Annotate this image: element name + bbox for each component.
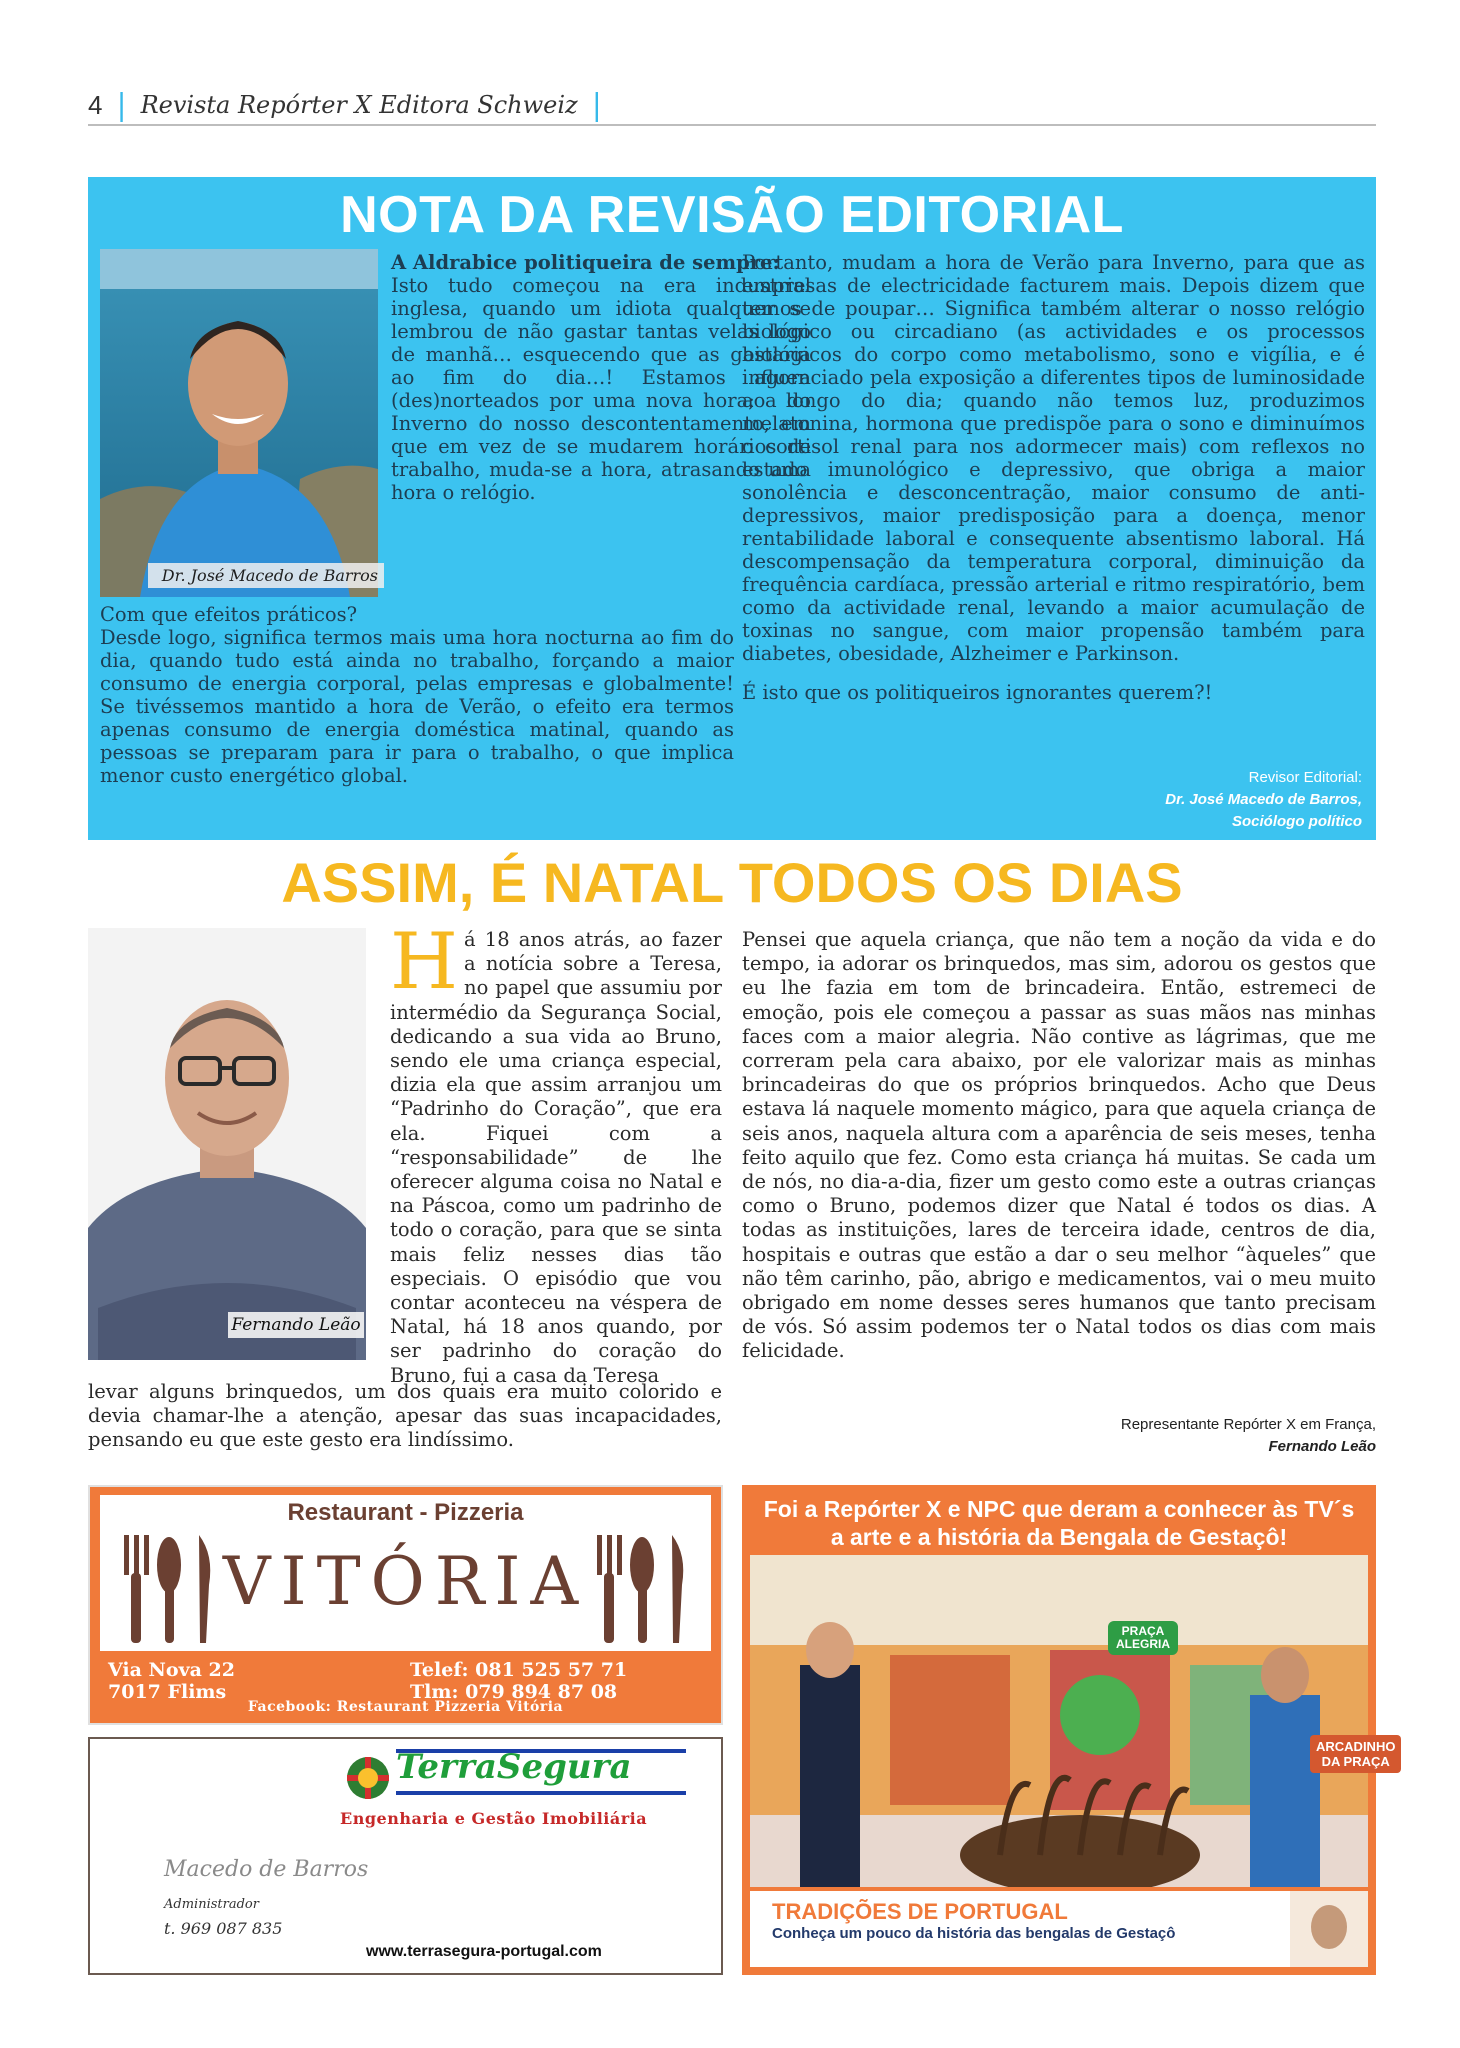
author-photo-macedo [100, 249, 378, 597]
header-rule [88, 124, 1376, 126]
editorial-column-2 [742, 251, 1365, 704]
ad-restaurant-vitoria[interactable] [88, 1485, 723, 1725]
page-header: 4 | Revista Repórter X Editora Schweiz | [88, 87, 602, 123]
ad-website-link[interactable]: www.terrasegura-portugal.com [366, 1943, 602, 1960]
ad-address: Via Nova 22 7017 Flims [108, 1659, 235, 1703]
author-photo-leao [88, 928, 366, 1360]
ad-brand-name: TerraSegura [396, 1747, 632, 1787]
article-signature: Representante Repórter X em França, Fernando Leão [1120, 1416, 1376, 1455]
ad-headline: Foi a Repórter X e NPC que deram a conhecer às TV´s a arte e a história da Bengala de Gestaçô! [763, 1496, 1355, 1550]
editorial-title: NOTA DA REVISÃO EDITORIAL [340, 186, 1124, 244]
ad-tv-bengala[interactable] [742, 1485, 1396, 1975]
editorial-lead: A Aldrabice politiqueira de sempre: [391, 251, 780, 274]
ad-facebook: Facebook: Restaurant Pizzeria Vitória [247, 1699, 564, 1715]
ad-phone: t. 969 087 835 [164, 1919, 283, 1938]
editorial-paragraph: Isto tudo começou na era industrial inglesa, quando um idiota qualquer se lembrou de não gastar tantas velas logo de manhã… esquecendo que as gastaria ao fim do dia…! Estamos agora (des)norteados por uma nova hora; a do Inverno do nosso descontentamento, em que em vez de se mudarem horários de trabalho, muda-se a hora, atrasando uma hora o relógio. [391, 274, 811, 504]
ad-phones: Telef: 081 525 57 71 Tlm: 079 894 87 08 [410, 1659, 628, 1703]
article-paragraph: Pensei que aquela criança, que não tem a noção da vida e do tempo, ia adorar os brinquedos, mas sim, adorou os gestos que eu lhe fazia em tom de brincadeira. Então, estremeci de emoção, pois ele começou a passar as suas mãos nas minhas faces com a maior alegria. Não contive as lágrimas, que me correram pela cara abaixo, por ele valorizar mais as minhas brincadeiras do que os próprios brinquedos. Acho que Deus estava lá naquele momento mágico, para que aquela criança de seis anos, naquela altura com a aparência de seis meses, tenha feito aquilo que fez. Como esta criança há muitas. Se cada um de nós, no dia-a-dia, fizer um gesto como este a outras crianças como o Bruno, podemos dizer que Natal é todos os dias. A todas as instituições, lares de terceira idade, centros de dia, hospitais e outras que estão a dar o seu melhor “àqueles” que não têm carinho, pão, abrigo e medicamentos, vai o meu muito obrigado em nome desses seres humanos que tanto precisam de vós. Só assim podemos ter o Natal todos os dias com mais felicidade. [742, 928, 1376, 1363]
editorial-paragraph: Desde logo, significa termos mais uma hora nocturna ao fim do dia, quando tudo está ainda no trabalho, forçando a maior consumo de energia corporal, pelas empresas e globalmente! Se tivéssemos mantido a hora de Verão, o efeito era termos apenas consumo de energia doméstica matinal, quando as pessoas se preparam para ir para o trabalho, o que implica menor custo energético global. [100, 626, 734, 787]
globe-icon [345, 1755, 391, 1801]
article-column-2 [742, 928, 1376, 1364]
ad-tagline: Engenharia e Gestão Imobiliária [340, 1809, 648, 1828]
ad-role: Administrador [164, 1897, 259, 1912]
article-paragraph: levar alguns brinquedos, um dos quais era muito colorido e devia chamar-lhe a atenção, apesar das suas incapacidades, pensando eu que este gesto era lindíssimo. [88, 1380, 722, 1452]
set-sign: ARCADINHO DA PRAÇA [1310, 1735, 1401, 1773]
publication-title: Revista Repórter X Editora Schweiz [140, 91, 578, 119]
photo-caption: Dr. José Macedo de Barros [148, 563, 384, 588]
tv-banner-subtitle: Conheça um pouco da história das bengalas de Gestaçô [772, 1925, 1176, 1942]
ad-terrasegura[interactable] [88, 1737, 723, 1975]
show-logo: PRAÇA ALEGRIA [1108, 1621, 1178, 1655]
editorial-question: Com que efeitos práticos? [100, 603, 358, 626]
editorial-box [88, 177, 1376, 840]
article-column-1-bottom [88, 1380, 722, 1453]
article-column-1-top [390, 917, 722, 1388]
editorial-paragraph: Portanto, mudam a hora de Verão para Inverno, para que as empresas de electricidade facturem mais. Depois dizem que temos de poupar… Significa também alterar o nosso relógio biológico ou circadiano (as actividades e os processos biológicos do corpo como metabolismo, sono e vigília, e é influenciado pela exposição a diferentes tipos de luminosidade ao longo do dia; quando não temos luz, produzimos melatonina, hormona que predispõe para o sono e diminuímos o cortisol renal para nos adormecer mais) com reflexos no estado imunológico e depressivo, que obriga a maior sonolência e desconcentração, maior consumo de anti-depressivos, maior predisposição para a doença, menor rentabilidade laboral e consequente absentismo laboral. Há descompensação da temperatura corporal, diminuição da frequência cardíaca, pressão arterial e ritmo respiratório, bem como da actividade renal, levando a maior acumulação de toxinas no sangue, com maior propensão também para diabetes, obesidade, Alzheimer e Parkinson. [742, 251, 1365, 665]
drop-cap: H [390, 917, 459, 1007]
tv-still-photo [750, 1555, 1396, 1967]
editorial-column-1-bottom [100, 603, 734, 787]
page-number: 4 [88, 89, 103, 120]
photo-caption: Fernando Leão [228, 1312, 364, 1338]
tv-banner-title: TRADIÇÕES DE PORTUGAL [772, 1899, 1068, 1924]
ad-brand-name: VITÓRIA [222, 1543, 589, 1620]
editorial-conclusion: É isto que os politiqueiros ignorantes querem?! [742, 681, 1213, 704]
ad-subtitle: Restaurant - Pizzeria [287, 1499, 524, 1526]
editorial-signature: Revisor Editorial: Dr. José Macedo de Barros, Sociólogo político [1165, 769, 1362, 830]
article-title: ASSIM, É NATAL TODOS OS DIAS [281, 851, 1183, 914]
article-paragraph: á 18 anos atrás, ao fazer a notícia sobre a Teresa, no papel que assumiu por intermédio da Segurança Social, dedicando a sua vida ao Bruno, sendo ele uma criança especial, dizia ela que assim arranjou um “Padrinho do Coração”, que era ela. Fiquei com a “responsabilidade” de lhe oferecer alguma coisa no Natal e na Páscoa, como um padrinho de todo o coração, para que se sinta mais feliz nesses dias tão especiais. O episódio que vou contar aconteceu na véspera de Natal, há 18 anos quando, por ser padrinho do coração do Bruno, fui a casa da Teresa [390, 928, 722, 1387]
signature: Macedo de Barros [164, 1857, 369, 1882]
